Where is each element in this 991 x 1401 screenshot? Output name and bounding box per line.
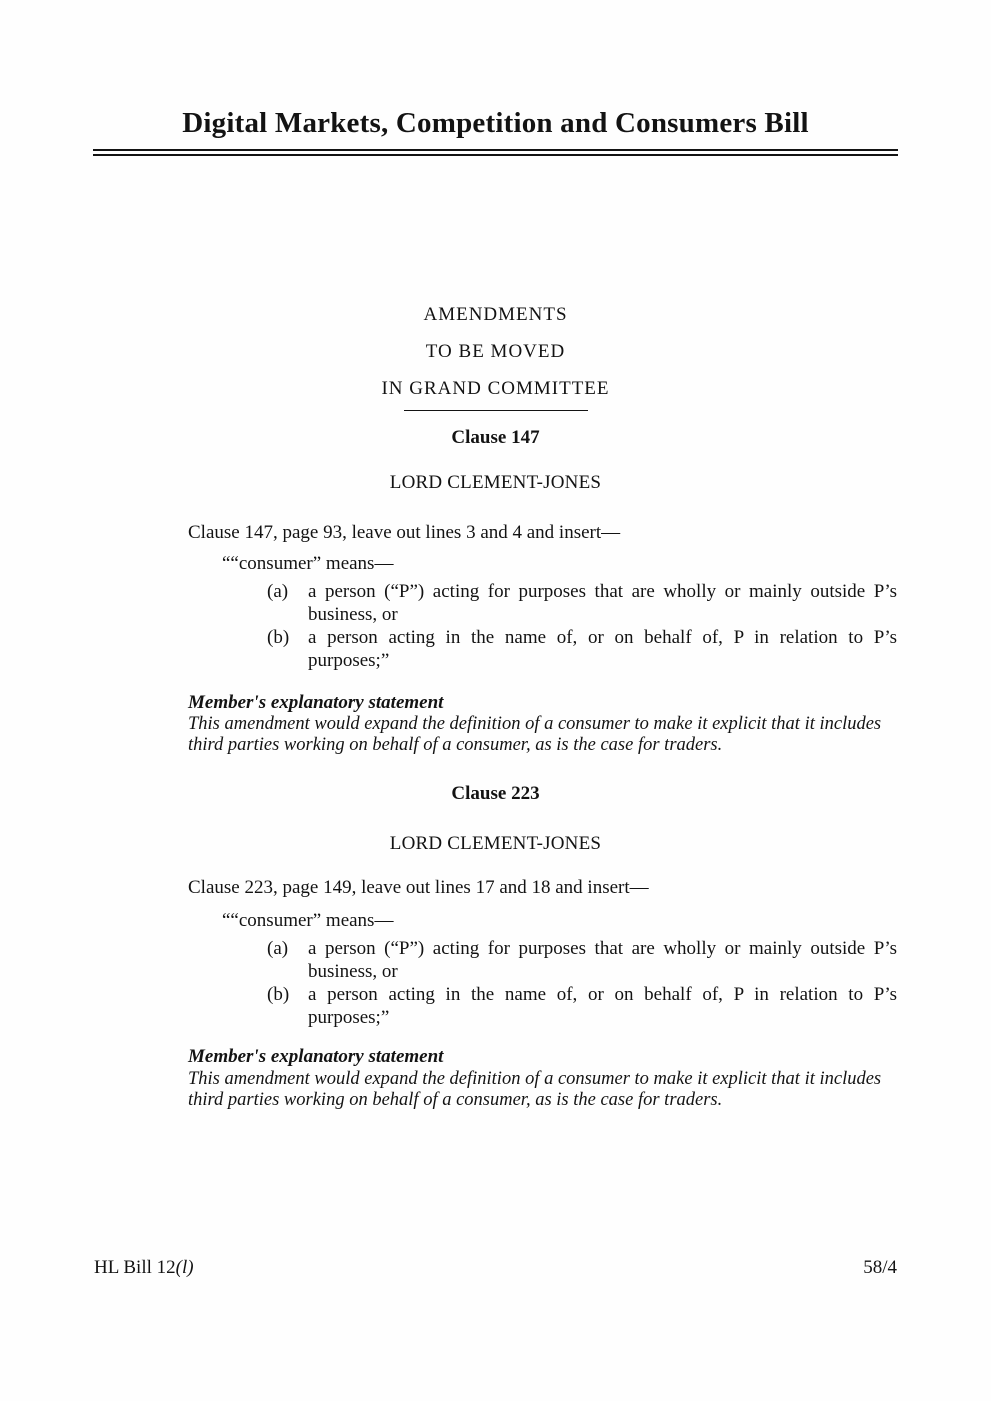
item-text-line: business, or (308, 604, 398, 626)
bill-reference-text: HL Bill 12 (94, 1257, 176, 1278)
session-heading (0, 296, 991, 407)
session-heading-underline (404, 410, 588, 411)
item-text (308, 983, 897, 1030)
footer-bill-reference (94, 1257, 194, 1279)
amendment-item-a-2 (267, 937, 897, 984)
item-text-line: purposes;” (308, 1007, 390, 1029)
item-text-line: a person acting in the name of, or on behalf of, P in relation to P’s (308, 627, 897, 648)
item-marker: (a) (267, 581, 289, 602)
sponsor-name-2: LORD CLEMENT-JONES (389, 833, 602, 854)
page-footer (94, 1257, 897, 1279)
explanatory-statement-heading-2: Member's explanatory statement (188, 1046, 444, 1067)
item-text-line: purposes;” (308, 650, 390, 672)
explanatory-text-line: third parties working on behalf of a consumer, as is the case for traders. (188, 1090, 723, 1110)
bill-title: Digital Markets, Competition and Consumers Bill (182, 107, 809, 139)
amendment-item-a-1 (267, 580, 897, 627)
clause-147-heading: Clause 147 (451, 427, 540, 448)
footer-sheet-number: 58/4 (863, 1257, 897, 1278)
sponsor-name-1: LORD CLEMENT-JONES (389, 472, 602, 493)
explanatory-statement-text-1 (188, 714, 881, 756)
amendment-instruction-2: Clause 223, page 149, leave out lines 17 and 18 and insert— (188, 877, 649, 898)
item-text (308, 580, 897, 627)
title-double-rule (93, 149, 898, 156)
definition-intro-1: ““consumer” means— (222, 553, 394, 574)
item-text (308, 937, 897, 984)
explanatory-text-line: third parties working on behalf of a consumer, as is the case for traders. (188, 735, 723, 755)
amendment-item-b-2 (267, 983, 897, 1030)
session-heading-line-amendments: AMENDMENTS (423, 304, 568, 325)
item-marker: (a) (267, 938, 289, 959)
item-text-line: business, or (308, 961, 398, 983)
session-heading-line-committee: IN GRAND COMMITTEE (381, 378, 610, 399)
amendment-item-b-1 (267, 626, 897, 673)
item-text-line: a person (“P”) acting for purposes that are wholly or mainly outside P’s (308, 938, 897, 959)
explanatory-statement-heading-1: Member's explanatory statement (188, 692, 444, 713)
explanatory-statement-text-2 (188, 1069, 881, 1111)
amendment-instruction-1: Clause 147, page 93, leave out lines 3 and 4 and insert— (188, 522, 621, 543)
bill-reference-italic-suffix: (l) (175, 1257, 194, 1278)
definition-intro-2: ““consumer” means— (222, 910, 394, 931)
item-marker: (b) (267, 627, 290, 648)
item-marker: (b) (267, 984, 290, 1005)
explanatory-text-line: This amendment would expand the definition of a consumer to make it explicit that it includes (188, 714, 882, 734)
session-heading-line-to-be-moved: TO BE MOVED (425, 341, 566, 362)
item-text-line: a person (“P”) acting for purposes that are wholly or mainly outside P’s (308, 581, 897, 602)
explanatory-text-line: This amendment would expand the definition of a consumer to make it explicit that it includes (188, 1069, 882, 1089)
item-text-line: a person acting in the name of, or on behalf of, P in relation to P’s (308, 984, 897, 1005)
clause-223-heading: Clause 223 (451, 783, 540, 804)
item-text (308, 626, 897, 673)
